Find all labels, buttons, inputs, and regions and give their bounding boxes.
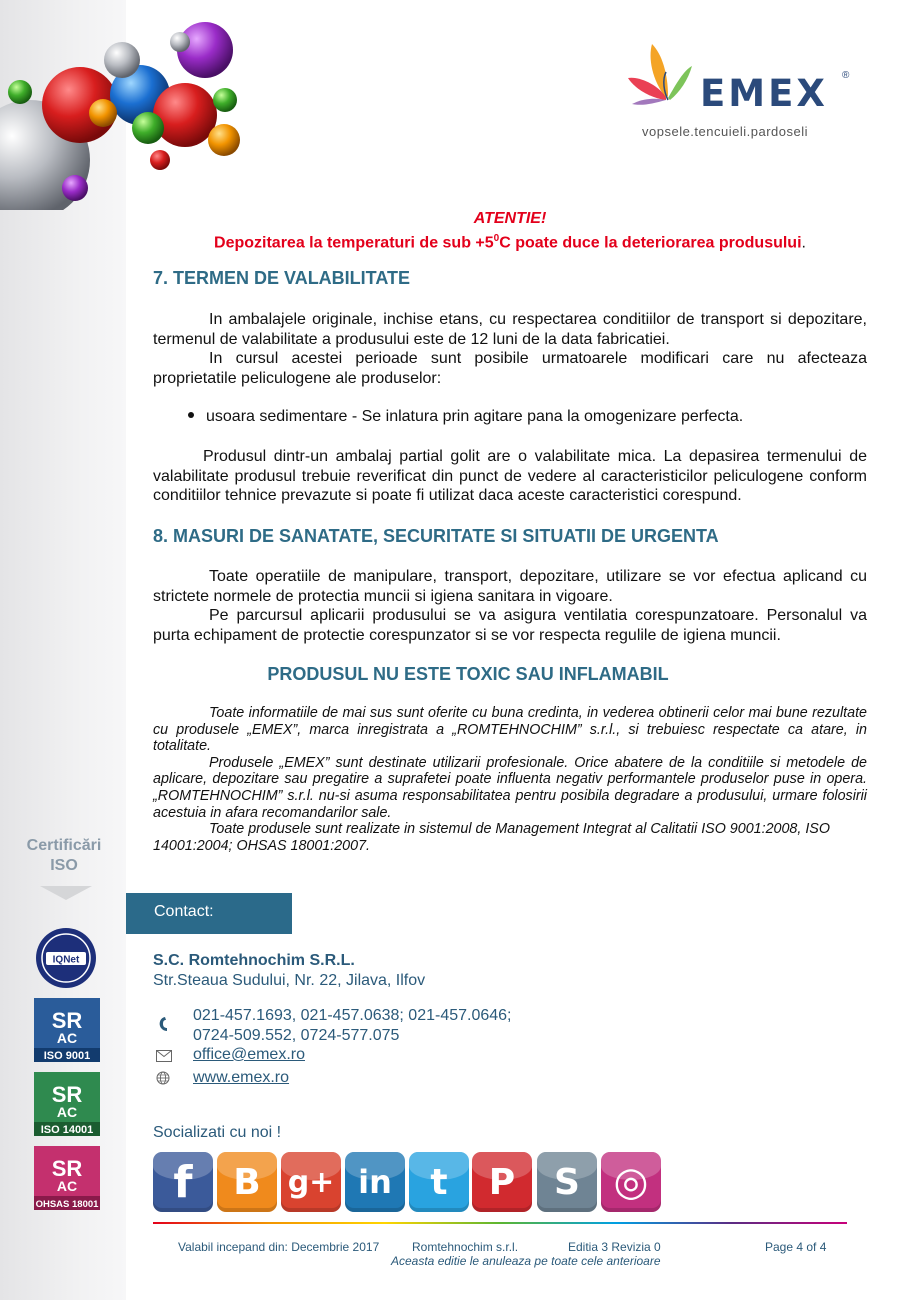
srac-iso-9001-icon <box>34 998 100 1062</box>
footer-valid-from: Valabil incepand din: Decembrie 2017 <box>178 1240 380 1254</box>
pinterest-icon[interactable] <box>472 1152 532 1212</box>
company-name: S.C. Romtehnochim S.R.L. <box>153 952 355 969</box>
svg-text:AC: AC <box>56 1178 78 1194</box>
linkedin-icon[interactable] <box>345 1152 405 1212</box>
globe-icon <box>156 1071 178 1089</box>
linkedin-glyph: in <box>358 1163 392 1201</box>
blogger-icon[interactable] <box>217 1152 277 1212</box>
company-address: Str.Steaua Sudului, Nr. 22, Jilava, Ilfov <box>153 972 426 989</box>
disclaimer-p3: Toate produsele sunt realizate in sistemul de Management Integrat al Calitatii ISO 9001:2008, ISO 14001:2004; OHSAS 18001:2007. <box>153 821 830 854</box>
phone-icon <box>156 1015 178 1033</box>
footer-page-number: Page 4 of 4 <box>765 1240 827 1254</box>
social-label: Socializati cu noi ! <box>153 1124 282 1141</box>
footer-divider <box>153 1222 847 1224</box>
section-7-paragraphs <box>153 310 867 388</box>
section-8-paragraphs <box>153 567 867 645</box>
facebook-glyph: f <box>173 1156 193 1208</box>
certifications-label-line1: Certificări <box>26 837 102 854</box>
iqnet-text: IQNet <box>52 954 80 966</box>
envelope-icon <box>156 1049 178 1067</box>
twitter-icon[interactable] <box>409 1152 469 1212</box>
footer-subnote: Aceasta editie le anuleaza pe toate cele anterioare <box>391 1254 661 1268</box>
facebook-icon[interactable] <box>153 1152 213 1212</box>
badge-18001-code: OHSAS 18001 <box>35 1199 99 1210</box>
svg-text:SR: SR <box>51 1156 83 1181</box>
warning-text <box>153 229 867 253</box>
instagram-icon[interactable] <box>601 1152 661 1212</box>
instagram-glyph: ◎ <box>613 1159 649 1205</box>
warning-text-end: C poate duce la deteriorarea produsului <box>499 234 802 252</box>
footer-company: Romtehnochim s.r.l. <box>412 1240 519 1254</box>
google-plus-icon[interactable] <box>281 1152 341 1212</box>
warning-period: . <box>801 234 806 252</box>
section-7-p1: In ambalajele originale, inchise etans, cu respectarea conditiilor de transport si depozitare, termenul de valabilitate a produsului este de 12 luni de la data fabricatiei. <box>153 311 867 348</box>
disclaimer-p1: Toate informatiile de mai sus sunt oferite cu buna credinta, in vederea obtinerii celor mai bune rezultate cu produsele „EMEX”, marca inregistrata a „ROMTEHNOCHIM” s.r.l., si trebuiesc respectate ca atare, in totalitate. <box>153 705 867 755</box>
svg-text:AC: AC <box>56 1030 78 1046</box>
section-7-bullet <box>188 408 743 426</box>
iqnet-certificate-seal <box>34 926 98 990</box>
srac-badge-iso-9001 <box>34 998 100 1062</box>
bullet-text: usoara sedimentare - Se inlatura prin agitare pana la omogenizare perfecta. <box>206 408 744 425</box>
svg-text:SR: SR <box>51 1008 83 1033</box>
certifications-label <box>16 836 112 876</box>
email-link[interactable]: office@emex.ro <box>193 1046 305 1063</box>
footer-edition: Editia 3 Revizia 0 <box>568 1240 661 1254</box>
section-7-heading: 7. TERMEN DE VALABILITATE <box>153 268 411 288</box>
srac-ohsas-18001-icon <box>34 1146 100 1210</box>
srac-badge-iso-14001 <box>34 1072 100 1136</box>
section-7-p3: Produsul dintr-un ambalaj partial golit are o valabilitate mica. La depasirea termenului de valabilitate produsul trebuie reverificat din punct de vedere al caracteristicilor peliculogene conform conditiilor tehnice prevazute si poate fi utilizat daca aceste caracteristici corespund. <box>153 448 867 504</box>
emex-logo <box>622 40 862 140</box>
pinterest-glyph: P <box>488 1161 516 1203</box>
slideshare-glyph: S <box>554 1161 580 1203</box>
warning-title: ATENTIE! <box>473 210 547 227</box>
warning-superscript: 0 <box>493 233 500 244</box>
blogger-glyph: B <box>233 1161 261 1203</box>
slideshare-icon[interactable] <box>537 1152 597 1212</box>
contact-label: Contact: <box>154 903 214 920</box>
registered-mark: ® <box>842 70 850 81</box>
section-8-p2: Pe parcursul aplicarii produsului se va asigura ventilatia corespunzatoare. Personalul va purta echipament de protectie corespunzator si se vor respecta regulile de igiena muncii. <box>153 607 867 644</box>
badge-14001-code: ISO 14001 <box>40 1124 94 1136</box>
bullet-dot <box>188 412 194 418</box>
decorative-spheres-graphic <box>0 0 260 210</box>
butterfly-icon <box>622 40 702 120</box>
certifications-label-line2: ISO <box>50 857 78 874</box>
svg-text:AC: AC <box>56 1104 78 1120</box>
section-7-p3-block <box>153 447 867 506</box>
website-link[interactable]: www.emex.ro <box>193 1069 290 1086</box>
logo-tagline: vopsele.tencuieli.pardoseli <box>642 124 808 139</box>
twitter-glyph: t <box>430 1161 448 1203</box>
phone-line-2: 0724-509.552, 0724-577.075 <box>193 1027 400 1044</box>
disclaimer-p2: Produsele „EMEX” sunt destinate utilizarii profesionale. Orice abatere de la conditiile si metodele de aplicare, depozitare sau pregatire a suprafetei poate influenta negativ performantele produselor puse in opera. „ROMTEHNOCHIM” s.r.l. nu-si asuma responsabilitatea pentru posibila degradare a produsului, urmare folosirii acestuia in afara recomandarilor sale. <box>153 754 867 821</box>
logo-wordmark: EMEX <box>700 72 828 115</box>
non-toxic-notice: PRODUSUL NU ESTE TOXIC SAU INFLAMABIL <box>267 664 669 684</box>
section-8-p1: Toate operatiile de manipulare, transport, depozitare, utilizare se vor efectua aplicand cu strictete normele de protectia muncii si igiena sanitara in vigoare. <box>153 568 867 605</box>
phone-line-1: 021-457.1693, 021-457.0638; 021-457.0646; <box>193 1007 512 1024</box>
warning-text-start: Depozitarea la temperaturi de sub +5 <box>214 234 494 252</box>
svg-text:SR: SR <box>51 1082 83 1107</box>
warning-box <box>153 209 867 253</box>
section-7-p2: In cursul acestei perioade sunt posibile urmatoarele modificari care nu afecteaza proprietatile peliculogene ale produselor: <box>153 350 867 387</box>
badge-9001-code: ISO 9001 <box>43 1050 91 1062</box>
google-plus-glyph: g+ <box>287 1164 335 1200</box>
contact-header-bar <box>126 893 292 934</box>
certifications-arrow <box>40 886 92 900</box>
disclaimer-block <box>153 705 867 854</box>
srac-badge-ohsas-18001 <box>34 1146 100 1210</box>
phone-numbers <box>193 1006 512 1046</box>
section-8-heading: 8. MASURI DE SANATATE, SECURITATE SI SITUATII DE URGENTA <box>153 526 719 546</box>
srac-iso-14001-icon <box>34 1072 100 1136</box>
